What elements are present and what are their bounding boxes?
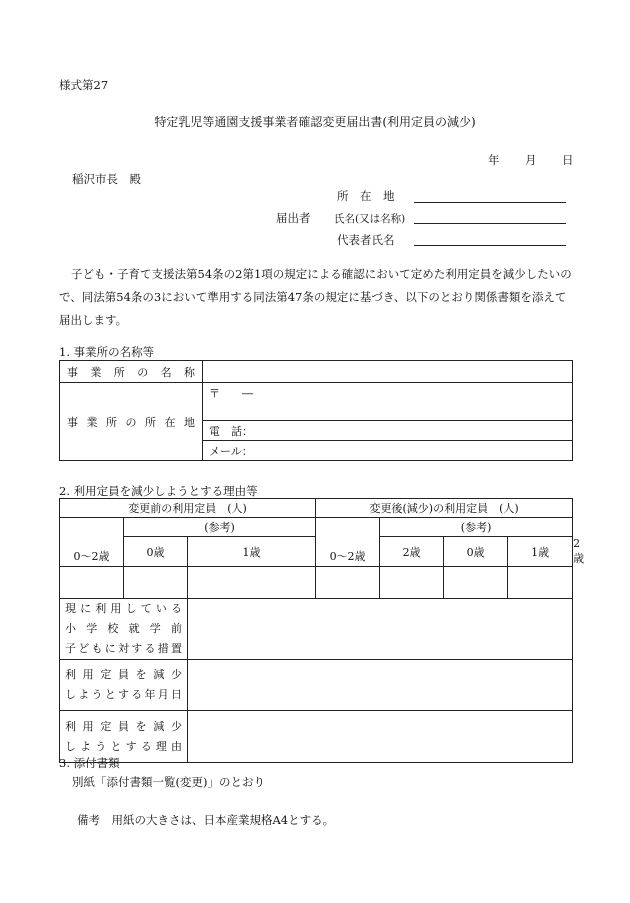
before-age-2-value-cell[interactable] (316, 567, 380, 599)
facility-postal-cell[interactable] (203, 383, 573, 421)
section2-heading: 2. 利用定員を減少しようとする理由等 (59, 484, 258, 498)
after-capacity-header: 変更後(減少)の利用定員 (人) (316, 499, 573, 518)
mail-label: メール： (209, 444, 253, 458)
measures-label (60, 599, 188, 660)
date-month-label: 月 (525, 153, 537, 167)
remarks: 備考 用紙の大きさは、日本産業規格A4とする。 (77, 813, 335, 827)
facility-name-label: 事業所の名称 (60, 361, 203, 383)
facility-phone-cell[interactable] (203, 421, 573, 441)
facility-mail-cell[interactable] (203, 441, 573, 461)
before-age-0-2-header: 0～2歳 (60, 518, 124, 567)
before-age-1-value-cell[interactable] (188, 567, 316, 599)
after-age-0-2-header: 0～2歳 (316, 518, 380, 567)
facility-address-label: 事業所の所在地 (60, 383, 203, 461)
capacity-table: 変更前の利用定員 (人) 変更後(減少)の利用定員 (人) 0～2歳 (参考) 0～2歳 (参考) 0歳 1歳 2歳 0歳 1歳 2歳 現に利用している 小学校就学前 子どもに対する措置 利用定員を減少 しようとする年月日 利用定員を減少 しようとする理由 (59, 498, 573, 763)
reduction-date-label (60, 660, 188, 711)
after-age-0-header: 0歳 (444, 537, 508, 567)
applicant-rep-label: 代表者氏名 (337, 233, 395, 247)
facility-table (59, 360, 573, 461)
section3-heading: 3. 添付書類 (59, 756, 120, 770)
body-paragraph: 子ども・子育て支援法第54条の2第1項の規定による確認において定めた利用定員を減少したいので、同法第54条の3において準用する同法第47条の規定に基づき、以下のとおり関係書類を添えて届出します。 (59, 267, 572, 327)
after-age-1-value-cell[interactable] (508, 567, 573, 599)
reduction-reason-input-cell[interactable] (188, 711, 573, 763)
after-reference-header: (参考) (380, 518, 573, 537)
after-age-1-header: 1歳 (508, 537, 573, 567)
applicant-name-line[interactable] (414, 223, 566, 224)
reduction-date-label-line: しようとする年月日 (65, 688, 182, 701)
applicant-rep-line[interactable] (414, 245, 566, 246)
before-reference-header: (参考) (124, 518, 316, 537)
attachment-note: 別紙「添付書類一覧(変更)」のとおり (72, 775, 265, 789)
applicant-address-label: 所 在 地 (337, 189, 395, 203)
facility-name-cell[interactable] (203, 361, 573, 383)
before-age-1-header: 1歳 (188, 537, 316, 567)
before-age-0-2-value-cell[interactable] (60, 567, 124, 599)
after-age-0-2-value-cell[interactable] (380, 567, 444, 599)
applicant-name-label: 氏名(又は名称) (334, 213, 406, 225)
form-number: 様式第27 (59, 78, 109, 92)
measures-input-cell[interactable] (188, 599, 573, 660)
date-year-label: 年 (488, 153, 500, 167)
reduction-reason-label-line: 利用定員を減少 (65, 719, 182, 733)
reduction-date-input-cell[interactable] (188, 660, 573, 711)
before-age-2-header: 2歳 (380, 537, 444, 567)
reduction-date-label-line: 利用定員を減少 (65, 668, 182, 681)
phone-label: 電 話： (209, 424, 253, 438)
measures-label-line: 現に利用している (65, 602, 182, 615)
applicant-label: 届出者 (276, 211, 311, 225)
postal-mark: 〒 ― (209, 387, 253, 400)
after-age-0-value-cell[interactable] (444, 567, 508, 599)
addressee: 稲沢市長 殿 (72, 172, 141, 186)
before-age-0-header: 0歳 (124, 537, 188, 567)
document-title: 特定乳児等通園支援事業者確認変更届出書(利用定員の減少) (154, 115, 476, 129)
date-day-label: 日 (562, 153, 574, 167)
applicant-address-line[interactable] (414, 202, 566, 203)
section1-heading: 1. 事業所の名称等 (59, 345, 155, 359)
reduction-reason-label-line: しようとする理由 (65, 739, 182, 753)
measures-label-line: 子どもに対する措置 (65, 642, 182, 655)
before-age-0-value-cell[interactable] (124, 567, 188, 599)
measures-label-line: 小学校就学前 (65, 622, 182, 635)
before-capacity-header: 変更前の利用定員 (人) (60, 499, 316, 518)
